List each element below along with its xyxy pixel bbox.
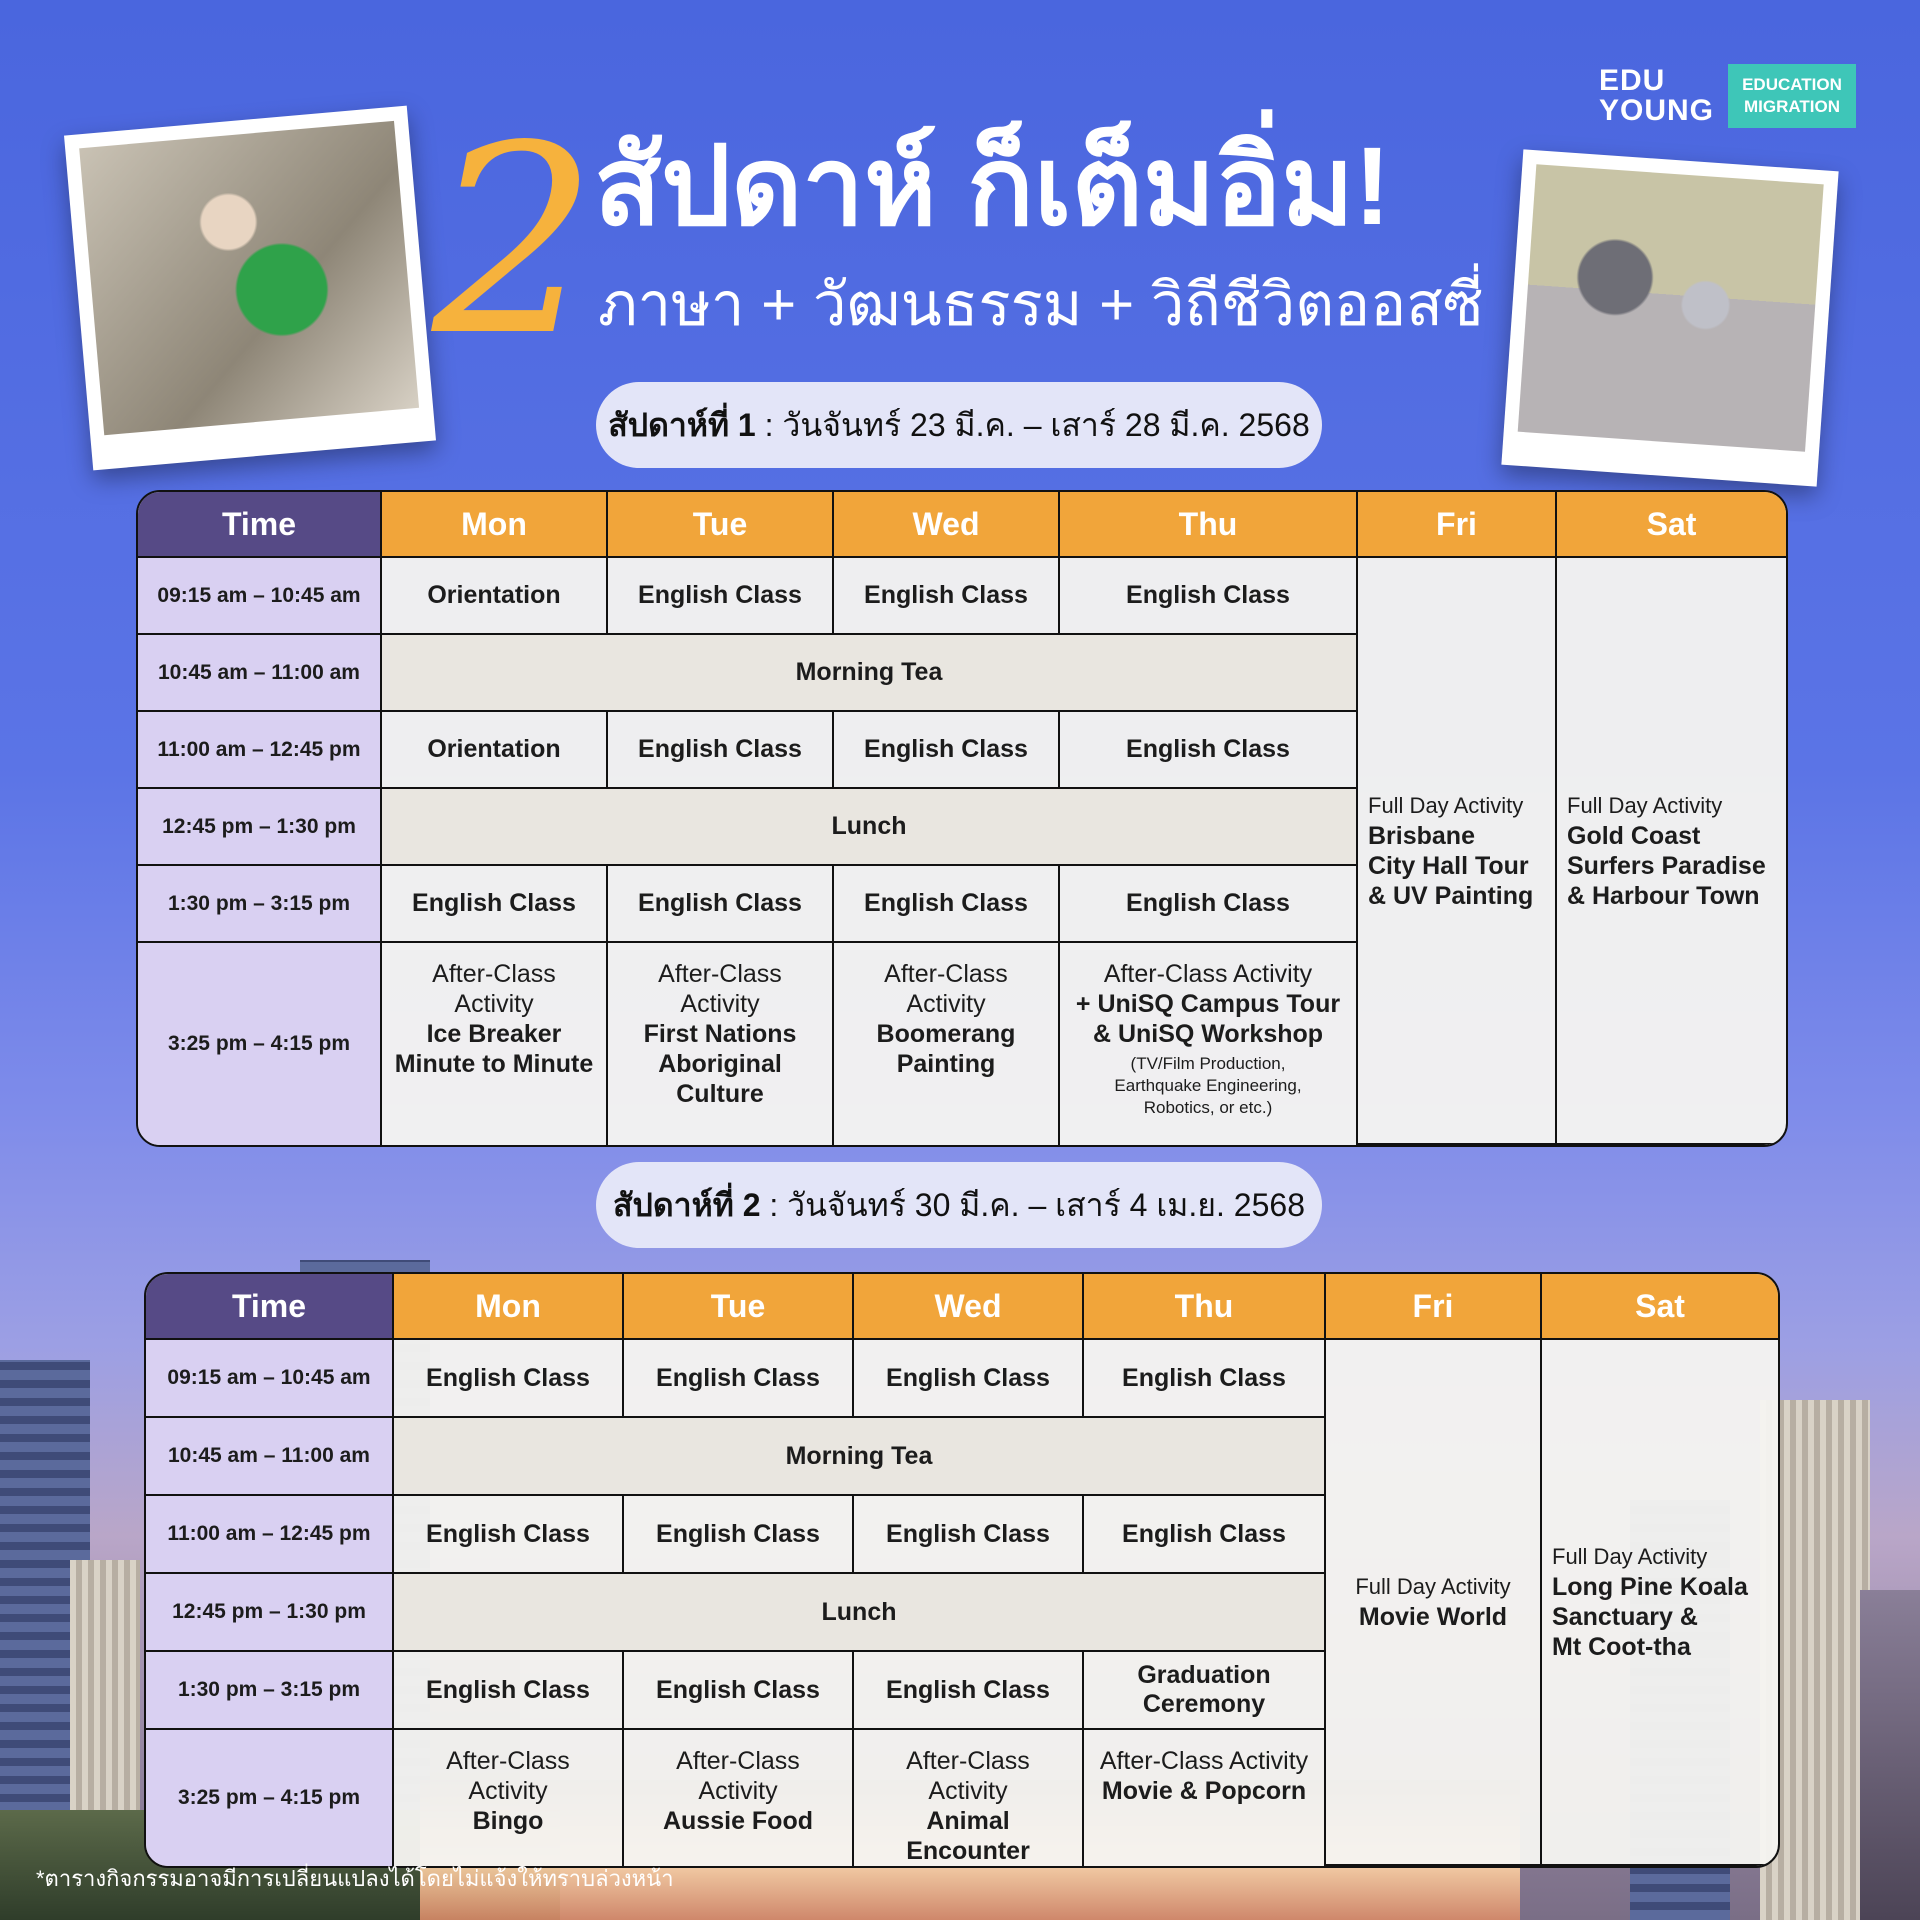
class-cell: Orientation — [382, 558, 608, 635]
time-cell: 10:45 am – 11:00 am — [138, 635, 382, 712]
graduation-cell: Graduation Ceremony — [1084, 1652, 1326, 1730]
class-cell: Orientation — [382, 712, 608, 789]
class-cell: English Class — [382, 866, 608, 943]
time-cell: 1:30 pm – 3:15 pm — [138, 866, 382, 943]
class-cell: English Class — [608, 558, 834, 635]
morning-tea-cell: Morning Tea — [394, 1418, 1326, 1496]
class-cell: English Class — [1060, 558, 1358, 635]
class-cell: English Class — [394, 1652, 624, 1730]
after-class-cell: After-Class Activity Animal Encounter — [854, 1730, 1084, 1866]
brand-logo — [1599, 64, 1856, 128]
class-cell: English Class — [394, 1340, 624, 1418]
class-cell: English Class — [608, 712, 834, 789]
sat-full-day-cell: Full Day Activity Gold Coast Surfers Paradise & Harbour Town — [1557, 558, 1786, 1145]
lunch-cell: Lunch — [382, 789, 1358, 866]
time-cell: 10:45 am – 11:00 am — [146, 1418, 394, 1496]
table-row — [138, 558, 1786, 635]
fri-full-day-cell: Full Day Activity Movie World — [1326, 1340, 1542, 1866]
class-cell: English Class — [608, 866, 834, 943]
week1-schedule-table — [136, 490, 1788, 1147]
sat-full-day-cell: Full Day Activity Long Pine Koala Sanctuary & Mt Coot-tha — [1542, 1340, 1778, 1866]
week2-schedule-table — [144, 1272, 1780, 1868]
table-header-row — [146, 1274, 1778, 1340]
col-time: Time — [138, 492, 382, 558]
class-cell: English Class — [1060, 866, 1358, 943]
class-cell: English Class — [854, 1496, 1084, 1574]
col-mon: Mon — [394, 1274, 624, 1340]
class-cell: English Class — [1060, 712, 1358, 789]
after-class-cell: After-Class Activity Ice Breaker Minute to Minute — [382, 943, 608, 1145]
col-time: Time — [146, 1274, 394, 1340]
col-wed: Wed — [854, 1274, 1084, 1340]
edu-young-wordmark: EDU YOUNG — [1598, 64, 1714, 127]
time-cell: 1:30 pm – 3:15 pm — [146, 1652, 394, 1730]
time-cell: 11:00 am – 12:45 pm — [138, 712, 382, 789]
week2-date-pill: สัปดาห์ที่ 2 : วันจันทร์ 30 มี.ค. – เสาร์ 4 เม.ย. 2568 — [596, 1162, 1322, 1248]
class-cell: English Class — [854, 1340, 1084, 1418]
table-row — [146, 1340, 1778, 1418]
table-header-row — [138, 492, 1786, 558]
headline-subtitle: ภาษา + วัฒนธรรม + วิถีชีวิตออสซี่ — [598, 271, 1484, 338]
col-tue: Tue — [608, 492, 834, 558]
time-cell: 3:25 pm – 4:15 pm — [146, 1730, 394, 1866]
time-cell: 09:15 am – 10:45 am — [138, 558, 382, 635]
class-cell: English Class — [854, 1652, 1084, 1730]
headline-number: 2 — [432, 91, 598, 393]
time-cell: 11:00 am – 12:45 pm — [146, 1496, 394, 1574]
after-class-cell: After-Class Activity First Nations Aboriginal Culture — [608, 943, 834, 1145]
class-cell: English Class — [1084, 1496, 1326, 1574]
class-cell: English Class — [834, 558, 1060, 635]
week1-date-pill: สัปดาห์ที่ 1 : วันจันทร์ 23 มี.ค. – เสาร์ 28 มี.ค. 2568 — [596, 382, 1322, 468]
col-thu: Thu — [1060, 492, 1358, 558]
col-mon: Mon — [382, 492, 608, 558]
class-cell: English Class — [834, 866, 1060, 943]
after-class-cell: After-Class Activity Bingo — [394, 1730, 624, 1866]
class-cell: English Class — [1084, 1340, 1326, 1418]
col-sat: Sat — [1542, 1274, 1778, 1340]
headline-title: สัปดาห์ ก็เต็มอิ่ม! — [594, 125, 1391, 248]
film-production-photo — [1501, 149, 1838, 486]
col-tue: Tue — [624, 1274, 854, 1340]
education-migration-badge: EDUCATION MIGRATION — [1728, 64, 1856, 128]
time-cell: 12:45 pm – 1:30 pm — [146, 1574, 394, 1652]
col-fri: Fri — [1358, 492, 1557, 558]
students-activity-photo — [64, 106, 436, 471]
time-cell: 09:15 am – 10:45 am — [146, 1340, 394, 1418]
fri-full-day-cell: Full Day Activity Brisbane City Hall Tour & UV Painting — [1358, 558, 1557, 1145]
class-cell: English Class — [834, 712, 1060, 789]
after-class-cell: After-Class Activity Boomerang Painting — [834, 943, 1060, 1145]
lunch-cell: Lunch — [394, 1574, 1326, 1652]
class-cell: English Class — [624, 1496, 854, 1574]
after-class-cell: After-Class Activity + UniSQ Campus Tour & UniSQ Workshop (TV/Film Production, Earthquake Engineering, Robotics, or etc.) — [1060, 943, 1358, 1145]
col-thu: Thu — [1084, 1274, 1326, 1340]
morning-tea-cell: Morning Tea — [382, 635, 1358, 712]
after-class-cell: After-Class Activity Movie & Popcorn — [1084, 1730, 1326, 1866]
class-cell: English Class — [394, 1496, 624, 1574]
class-cell: English Class — [624, 1340, 854, 1418]
workshop-note: (TV/Film Production, Earthquake Engineering, Robotics, or etc.) — [1114, 1054, 1302, 1117]
after-class-cell: After-Class Activity Aussie Food — [624, 1730, 854, 1866]
col-sat: Sat — [1557, 492, 1786, 558]
time-cell: 3:25 pm – 4:15 pm — [138, 943, 382, 1145]
col-wed: Wed — [834, 492, 1060, 558]
footnote: *ตารางกิจกรรมอาจมีการเปลี่ยนแปลงได้โดยไม่แจ้งให้ทราบล่วงหน้า — [36, 1866, 674, 1891]
time-cell: 12:45 pm – 1:30 pm — [138, 789, 382, 866]
col-fri: Fri — [1326, 1274, 1542, 1340]
class-cell: English Class — [624, 1652, 854, 1730]
